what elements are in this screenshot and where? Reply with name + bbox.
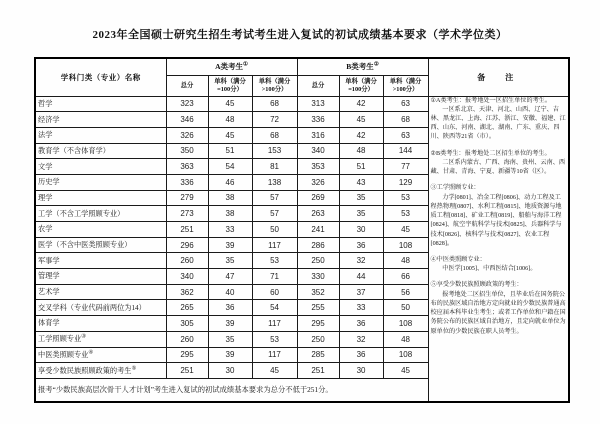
subject-name-cell: 哲学 [35, 96, 166, 112]
subject-name-cell: 中医类照顾专业④ [35, 347, 166, 363]
score-cell: 53 [383, 190, 428, 206]
score-cell: 47 [208, 269, 252, 285]
score-cell: 33 [339, 300, 383, 316]
score-cell: 54 [252, 300, 297, 316]
score-cell: 39 [208, 237, 252, 253]
subject-name-cell: 军事学 [35, 253, 166, 269]
note-head: ②B类考生：报考地处二区招生单位的考生。 [430, 150, 551, 157]
score-cell: 35 [208, 253, 252, 269]
score-cell: 71 [252, 269, 297, 285]
score-cell: 350 [166, 143, 208, 159]
score-cell: 36 [208, 300, 252, 316]
score-cell: 251 [166, 222, 208, 238]
score-cell: 51 [208, 143, 252, 159]
table-row [35, 96, 569, 112]
header-b-single-gt100: 单科（满分>100分） [383, 75, 428, 96]
score-cell: 38 [208, 190, 252, 206]
header-group-a-sup: ① [243, 61, 248, 68]
score-cell: 336 [297, 112, 339, 128]
score-cell: 36 [339, 347, 383, 363]
score-cell: 35 [339, 206, 383, 222]
footnote-cell: 报考“少数民族高层次骨干人才计划”考生进入复试的初试成绩基本要求为总分不低于251分。 [35, 378, 428, 402]
subject-name-cell: 法学 [35, 127, 166, 143]
score-cell: 66 [383, 269, 428, 285]
score-cell: 279 [166, 190, 208, 206]
score-cell: 32 [339, 253, 383, 269]
score-cell: 68 [383, 112, 428, 128]
score-cell: 35 [339, 190, 383, 206]
subject-name-cell: 交叉学科（专业代码前两位为14） [35, 300, 166, 316]
score-cell: 260 [166, 331, 208, 347]
score-cell: 38 [208, 206, 252, 222]
header-b-total: 总分 [297, 75, 339, 96]
score-cell: 57 [252, 190, 297, 206]
score-cell: 36 [339, 316, 383, 332]
score-cell: 30 [339, 222, 383, 238]
score-cell: 250 [297, 331, 339, 347]
note-group [431, 97, 567, 143]
note-group [431, 256, 567, 274]
score-cell: 108 [383, 237, 428, 253]
subject-name-cell: 理学 [35, 190, 166, 206]
header-group-a [166, 58, 297, 75]
score-cell: 81 [252, 159, 297, 175]
score-cell: 117 [252, 237, 297, 253]
score-cell: 346 [166, 112, 208, 128]
score-cell: 39 [208, 316, 252, 332]
score-cell: 251 [297, 363, 339, 379]
note-head: ③工学照顾专业： [430, 185, 480, 192]
score-cell: 68 [252, 96, 297, 112]
score-cell: 313 [297, 96, 339, 112]
score-cell: 330 [297, 269, 339, 285]
score-cell: 45 [383, 222, 428, 238]
score-cell: 117 [252, 316, 297, 332]
score-cell: 35 [208, 331, 252, 347]
score-cell: 263 [297, 206, 339, 222]
score-cell: 326 [297, 174, 339, 190]
score-cell: 48 [339, 143, 383, 159]
score-cell: 36 [339, 237, 383, 253]
subject-footnote-marker: ④ [88, 349, 94, 356]
score-cell: 251 [166, 363, 208, 379]
header-group-a-label: A类考生 [215, 62, 243, 72]
score-cell: 265 [166, 300, 208, 316]
score-cell: 117 [252, 347, 297, 363]
score-cell: 33 [208, 222, 252, 238]
score-cell: 362 [166, 284, 208, 300]
subject-name-cell: 工学照顾专业③ [35, 331, 166, 347]
score-cell: 286 [297, 237, 339, 253]
subject-name-cell: 经济学 [35, 112, 166, 128]
score-cell: 353 [297, 159, 339, 175]
score-cell: 53 [252, 331, 297, 347]
score-cell: 295 [166, 347, 208, 363]
score-cell: 336 [166, 174, 208, 190]
note-body: 报考地处二区招生单位，且毕业后在国务院公布的民族区域自治地方定向就业的少数民族普通高校应届本科毕业生考生；或者工作单位和户籍在国务院公布的民族区域自治地方，且定向就业单位为原单位的少数民族在职人员考生。 [430, 291, 566, 335]
subject-name-cell: 历史学 [35, 174, 166, 190]
score-cell: 40 [208, 284, 252, 300]
score-cell: 108 [383, 316, 428, 332]
score-cell: 305 [166, 316, 208, 332]
score-cell: 316 [297, 127, 339, 143]
score-cell: 363 [166, 159, 208, 175]
score-cell: 37 [339, 284, 383, 300]
header-row-groups [35, 58, 569, 75]
score-cell: 72 [252, 112, 297, 128]
score-cell: 77 [383, 159, 428, 175]
score-cell: 53 [383, 206, 428, 222]
subject-name-cell: 艺术学 [35, 284, 166, 300]
note-body: 一区系北京、天津、河北、山西、辽宁、吉林、黑龙江、上海、江苏、浙江、安徽、福建、江西、山东、河南、湖北、湖南、广东、重庆、四川、陕西等21省（市）。 [430, 106, 566, 141]
subject-footnote-marker: ③ [81, 333, 87, 340]
score-cell: 296 [166, 237, 208, 253]
note-group [431, 281, 567, 336]
score-cell: 129 [383, 174, 428, 190]
subject-name-cell: 管理学 [35, 269, 166, 285]
score-cell: 46 [208, 174, 252, 190]
score-cell: 54 [208, 159, 252, 175]
note-body: 二区系内蒙古、广西、海南、贵州、云南、西藏、甘肃、青海、宁夏、新疆等10省（区）。 [430, 159, 566, 176]
header-group-b-label: B类考生 [346, 62, 374, 72]
score-cell: 48 [383, 253, 428, 269]
header-group-b-sup: ② [373, 61, 379, 68]
subject-name-cell: 享受少数民族照顾政策的考生⑤ [35, 363, 166, 379]
subject-name-cell: 文学 [35, 159, 166, 175]
score-cell: 285 [297, 347, 339, 363]
page-title: 2023年全国硕士研究生招生考试考生进入复试的初试成绩基本要求（学术学位类） [92, 29, 508, 41]
score-cell: 326 [166, 127, 208, 143]
score-cell: 45 [339, 112, 383, 128]
subject-name-cell: 教育学（不含体育学） [35, 143, 166, 159]
score-cell: 50 [252, 222, 297, 238]
score-cell: 138 [252, 174, 297, 190]
score-cell: 45 [208, 127, 252, 143]
note-group [431, 184, 567, 249]
header-a-single-gt100: 单科（满分>100分） [252, 75, 297, 96]
note-head: ①A类考生：报考地处一区招生单位的考生。 [430, 97, 552, 104]
score-cell: 144 [383, 143, 428, 159]
subject-name-cell: 体育学 [35, 316, 166, 332]
score-cell: 42 [339, 127, 383, 143]
score-cell: 153 [252, 143, 297, 159]
header-group-b [297, 58, 428, 75]
subject-name-cell: 工学（不含工学照顾专业） [35, 206, 166, 222]
score-cell: 50 [383, 300, 428, 316]
table-body [35, 96, 569, 402]
score-cell: 108 [383, 347, 428, 363]
score-cell: 48 [208, 112, 252, 128]
score-cell: 273 [166, 206, 208, 222]
scores-table [34, 57, 570, 403]
notes-cell [428, 96, 569, 402]
score-cell: 51 [339, 159, 383, 175]
score-cell: 352 [297, 284, 339, 300]
score-cell: 295 [297, 316, 339, 332]
score-cell: 32 [339, 331, 383, 347]
note-head: ⑤享受少数民族照顾政策的考生： [430, 282, 523, 289]
header-a-total: 总分 [166, 75, 208, 96]
score-cell: 42 [339, 96, 383, 112]
score-cell: 43 [339, 174, 383, 190]
score-cell: 260 [166, 253, 208, 269]
note-body: 中医学[1005]、中西医结合[1006]。 [442, 266, 537, 273]
subject-footnote-marker: ⑤ [131, 365, 137, 372]
score-cell: 68 [252, 127, 297, 143]
score-cell: 60 [252, 284, 297, 300]
score-cell: 255 [297, 300, 339, 316]
score-cell: 250 [297, 253, 339, 269]
note-head: ④中医类照顾专业： [430, 257, 486, 264]
score-cell: 56 [383, 284, 428, 300]
subject-name-cell: 农学 [35, 222, 166, 238]
score-cell: 323 [166, 96, 208, 112]
subject-name-cell: 医学（不含中医类照顾专业） [35, 237, 166, 253]
score-cell: 45 [208, 96, 252, 112]
header-a-single-100: 单科（满分=100分） [208, 75, 252, 96]
score-cell: 57 [252, 206, 297, 222]
score-cell: 269 [297, 190, 339, 206]
score-cell: 48 [383, 331, 428, 347]
score-cell: 241 [297, 222, 339, 238]
score-cell: 30 [339, 363, 383, 379]
header-b-single-100: 单科（满分=100分） [339, 75, 383, 96]
note-group [431, 150, 567, 178]
header-subject-name: 学科门类（专业）名称 [35, 58, 166, 96]
score-cell: 30 [208, 363, 252, 379]
score-cell: 45 [383, 363, 428, 379]
score-cell: 63 [383, 127, 428, 143]
header-notes: 备 注 [428, 58, 569, 96]
score-cell: 340 [166, 269, 208, 285]
note-body: 力学[0801]、冶金工程[0806]、动力工程及工程热物理[0807]、水利工程[0815]、地质资源与地质工程[0818]、矿业工程[0819]、船舶与海洋工程[0824]、航空宇航科学与技术[0825]、兵器科学与技术[0826]、核科学与技术[0827]、农业工程[0828]。 [430, 194, 562, 247]
score-cell: 340 [297, 143, 339, 159]
score-cell: 44 [339, 269, 383, 285]
score-cell: 39 [208, 347, 252, 363]
score-cell: 53 [252, 253, 297, 269]
score-cell: 63 [383, 96, 428, 112]
score-cell: 45 [252, 363, 297, 379]
